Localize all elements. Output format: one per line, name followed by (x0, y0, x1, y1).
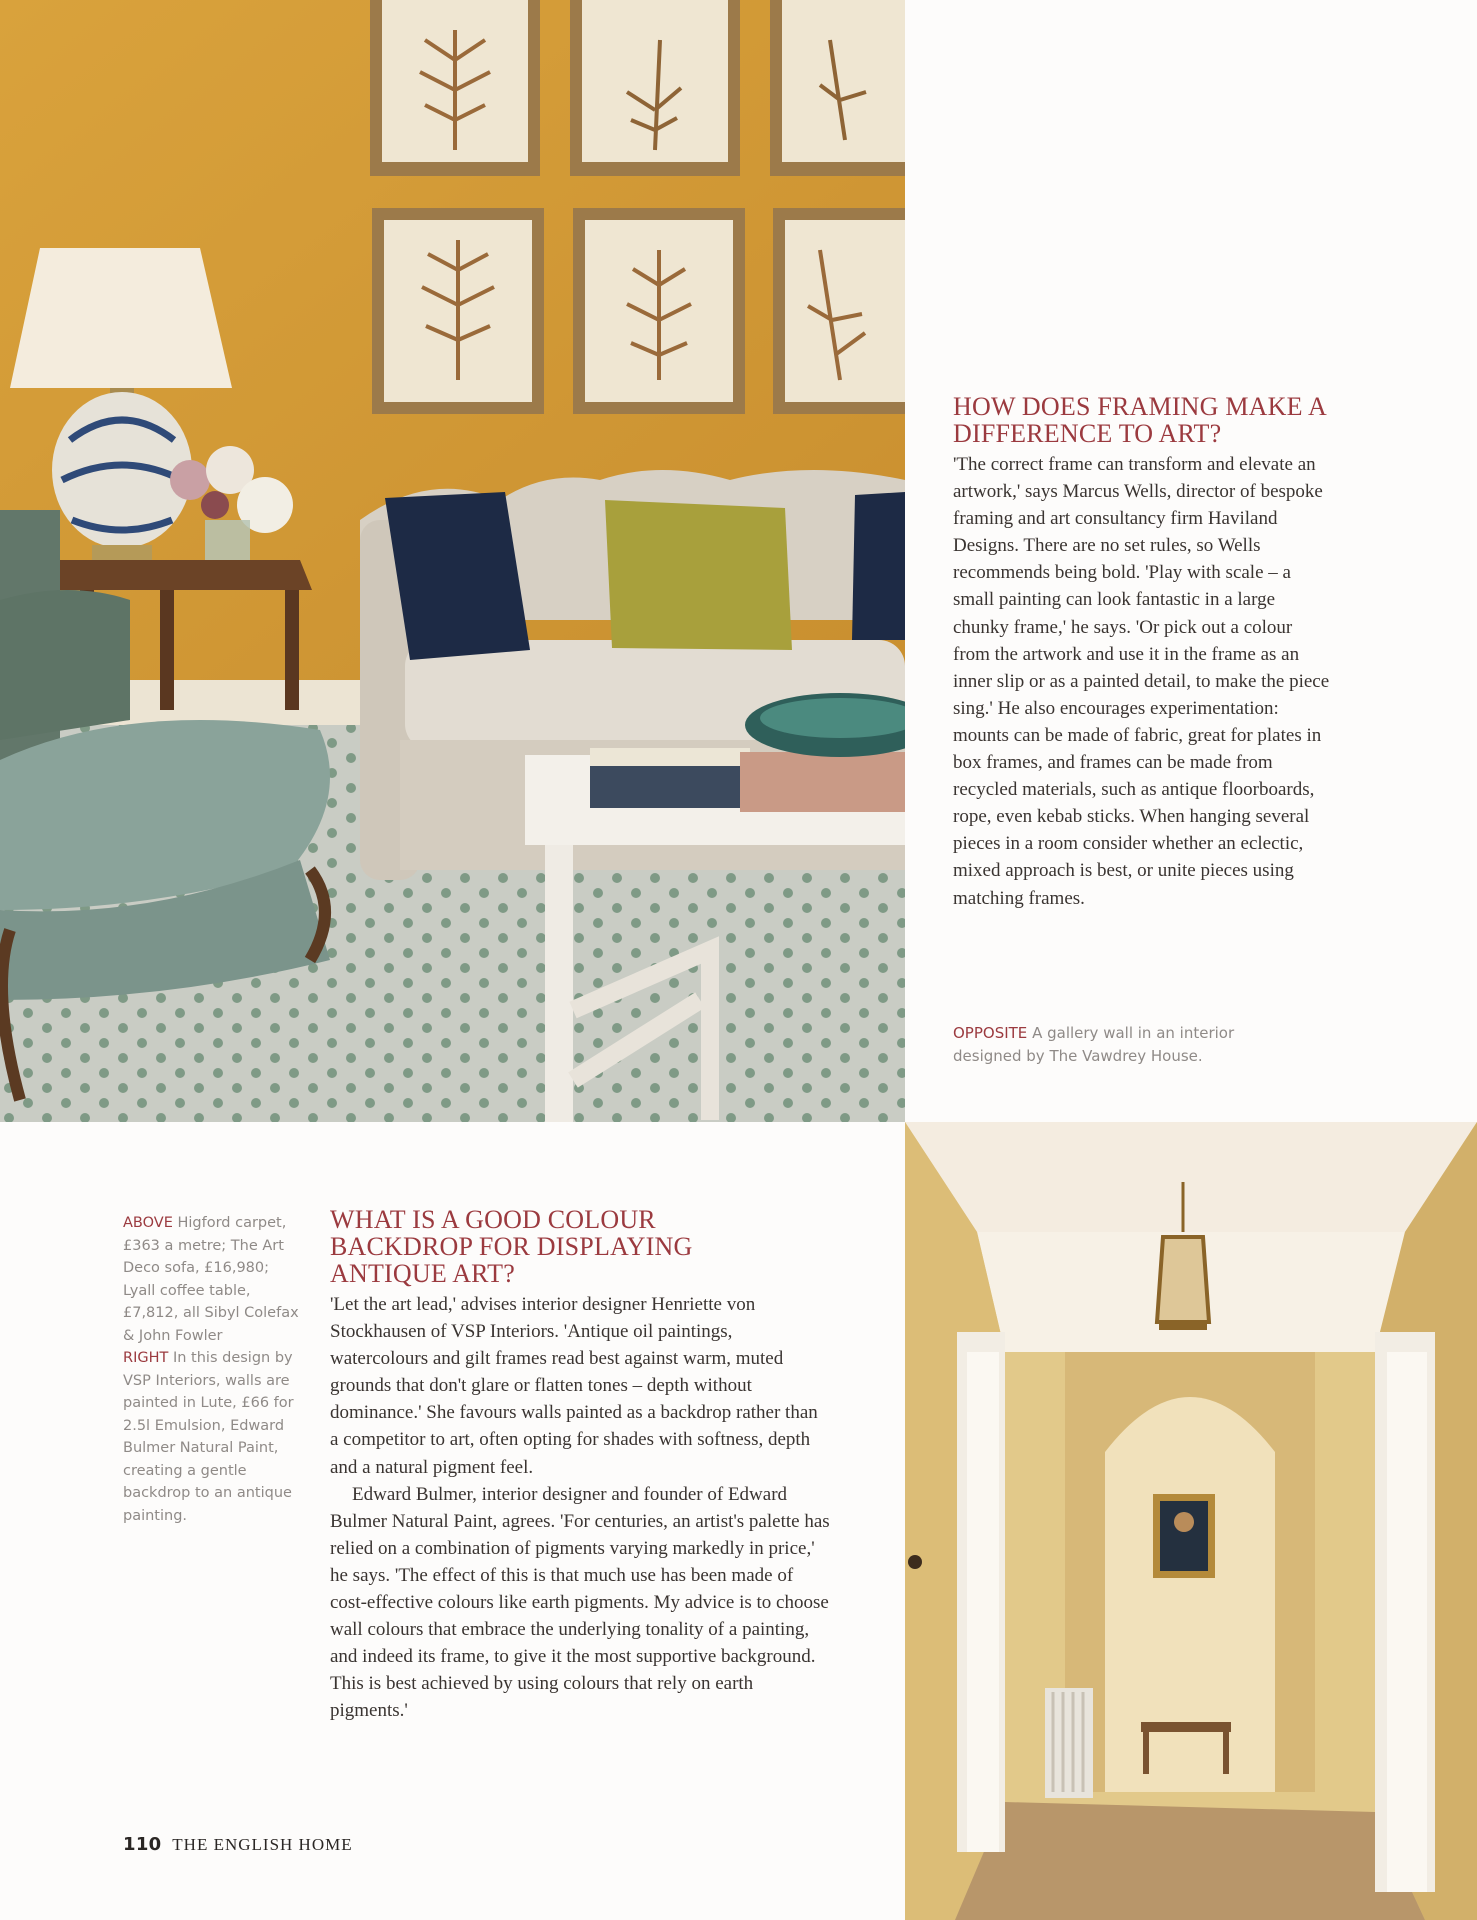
caption-tag-right: RIGHT (123, 1350, 169, 1366)
framing-body (953, 451, 1333, 912)
framing-paragraph: 'The correct frame can transform and elevate an artwork,' says Marcus Wells, director of bespoke framing and art consultancy firm Haviland Designs. There are no set rules, so Wells recommends being bold. 'Play with scale – a small painting can look fantastic in a large chunky frame,' he says. 'Or pick out a colour from the artwork and use it in the frame as an inner slip or as a painted detail, to make the piece sing.' He also encourages experimentation: mounts can be made of fabric, great for plates in box frames, and frames can be made from recycled materials, such as antique floorboards, rope, even kebab sticks. When hanging several pieces in a room consider whether an eclectic, mixed approach is best, or unite pieces using matching frames. (953, 454, 1330, 909)
caption-tag-opposite: OPPOSITE (953, 1024, 1028, 1042)
caption-above-right (123, 1212, 303, 1527)
page-folio (123, 1834, 353, 1855)
colour-paragraph-2: Edward Bulmer, interior designer and founder of Edward Bulmer Natural Paint, agrees. 'For centuries, an artist's palette has relied on a combination of pigments varying markedly in price,' he says. 'The effect of this is that much use has been made of cost-effective colours like earth pigments. My advice is to choose wall colours that embrace the underlying tonality of a painting, and indeed its frame, to give it the most supportive background. This is best achieved by using colours that rely on earth pigments.' (330, 1483, 830, 1722)
fern-frame-6 (773, 208, 905, 414)
fern-frame-3 (770, 0, 905, 176)
colour-heading: WHAT IS A GOOD COLOUR BACKDROP FOR DISPLAYING ANTIQUE ART? (330, 1205, 693, 1288)
colour-paragraph-1: 'Let the art lead,' advises interior designer Henriette von Stockhausen of VSP Interiors. 'Antique oil paintings, watercolours and gilt frames read best against warm, muted grounds that don't glare or flatten tones – depth without dominance.' She favours walls painted as a backdrop rather than a competitor to art, often opting for shades with softness, depth and a natural pigment feel. (330, 1294, 818, 1478)
radiator (1045, 1688, 1093, 1798)
caption-opposite (953, 1022, 1283, 1067)
caption-tag-above: ABOVE (123, 1215, 173, 1231)
page-number: 110 (123, 1834, 162, 1855)
colour-body (330, 1291, 830, 1725)
hallway-illustration (905, 1122, 1477, 1920)
caption-text-above: Higford carpet, £363 a metre; The Art Deco sofa, £16,980; Lyall coffee table, £7,812, all Sibyl Colefax & John Fowler (123, 1215, 299, 1344)
fern-frame-2 (570, 0, 740, 176)
fern-frame-1 (370, 0, 540, 176)
living-room-photo (0, 0, 905, 1122)
framing-heading: HOW DOES FRAMING MAKE A DIFFERENCE TO ART? (953, 392, 1326, 448)
framed-painting (1153, 1494, 1215, 1578)
caption-text-opposite: A gallery wall in an interior designed by The Vawdrey House. (953, 1024, 1235, 1065)
living-room-illustration (0, 0, 905, 1122)
caption-text-right: In this design by VSP Interiors, walls are painted in Lute, £66 for 2.5l Emulsion, Edward Bulmer Natural Paint, creating a gentle backdrop to an antique painting. (123, 1350, 294, 1524)
fern-frame-5 (573, 208, 745, 414)
magazine-name: THE ENGLISH HOME (172, 1835, 353, 1854)
fern-frame-4 (372, 208, 544, 414)
hallway-photo (905, 1122, 1477, 1920)
